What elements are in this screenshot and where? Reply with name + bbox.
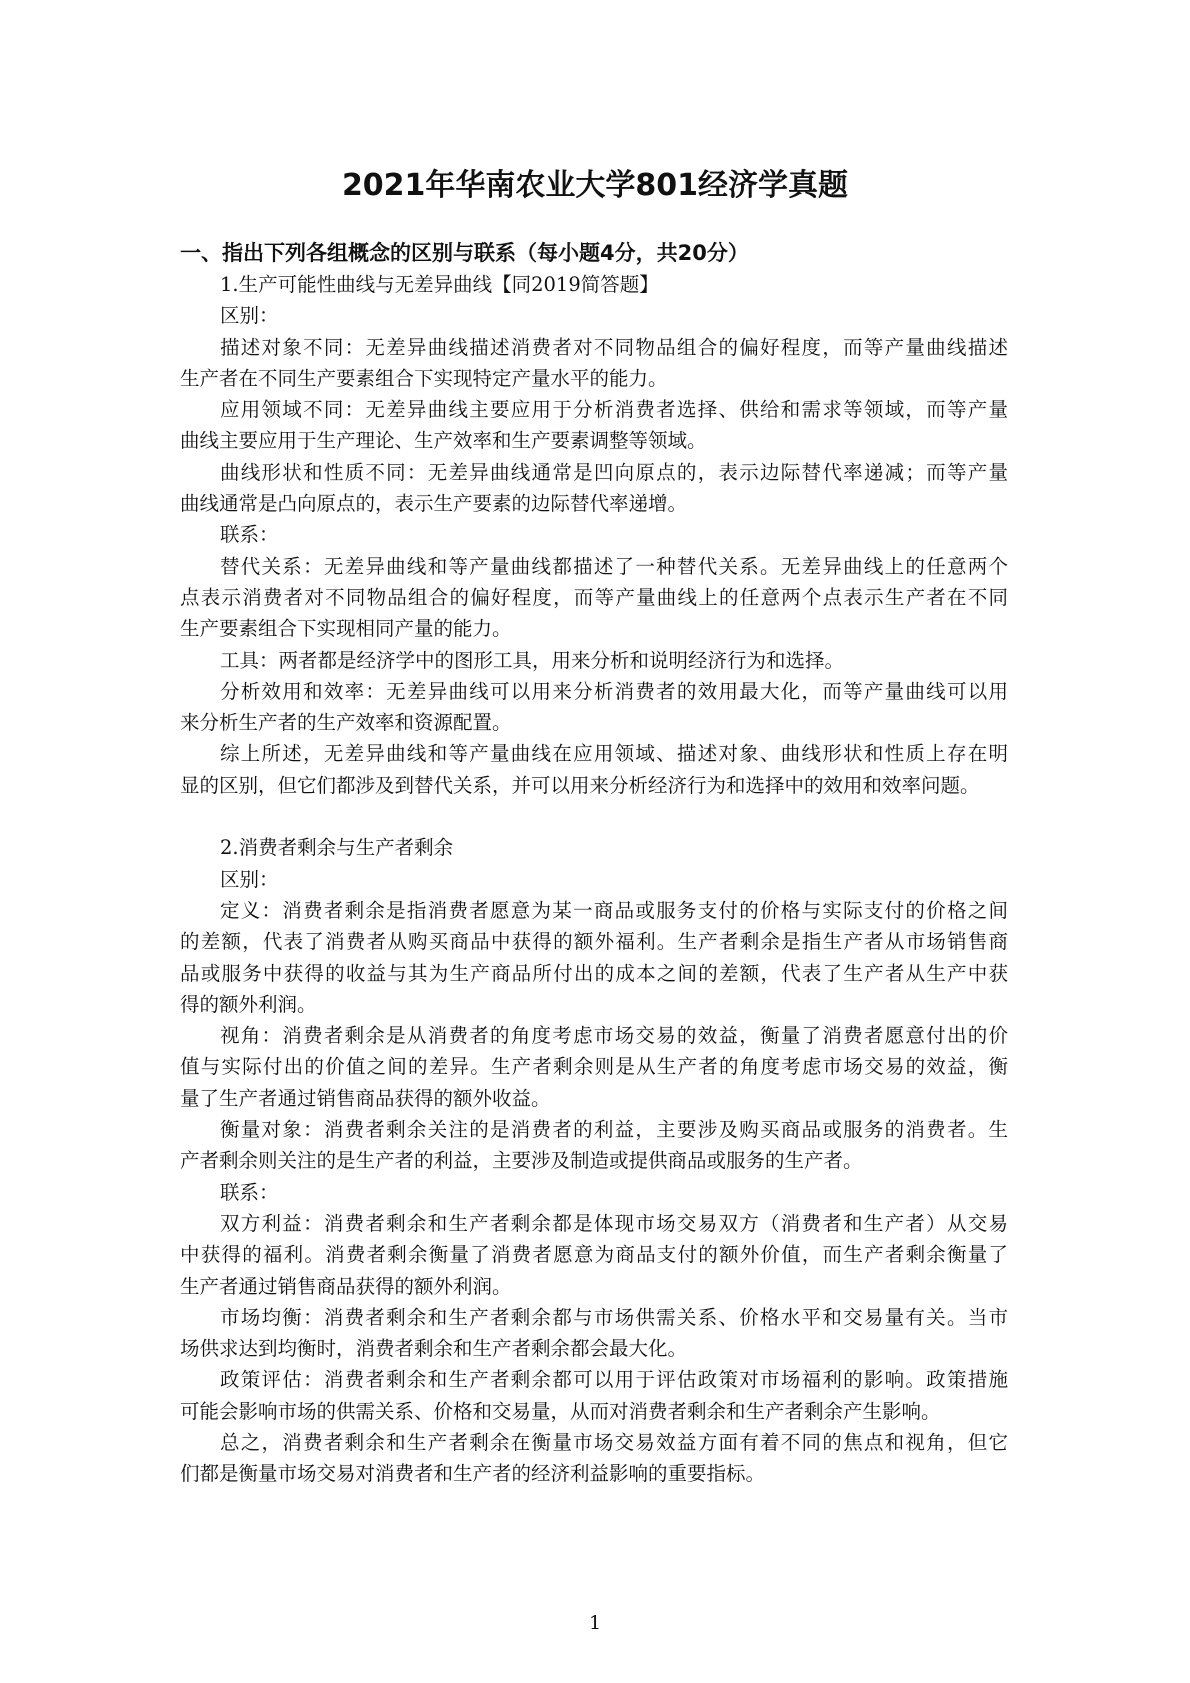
page-number: 1 xyxy=(588,1612,602,1634)
question-2 xyxy=(180,832,1008,1489)
paragraph-line: 点表示消费者对不同物品组合的偏好程度，而等产量曲线上的任意两个点表示生产者在不同 xyxy=(180,585,1008,609)
difference-label: 区别： xyxy=(220,304,279,328)
question-1 xyxy=(180,269,1008,801)
paragraph-line: 显的区别，但它们都涉及到替代关系，并可以用来分析经济行为和选择中的效用和效率问题。 xyxy=(180,773,980,797)
paragraph-line: 生产者通过销售商品获得的额外利润。 xyxy=(180,1274,512,1298)
page-title: 2021年华南农业大学801经济学真题 xyxy=(341,168,849,203)
paragraph-line: 曲线主要应用于生产理论、生产效率和生产要素调整等领域。 xyxy=(180,429,707,453)
paragraph-line: 品或服务中获得的收益与其为生产商品所付出的成本之间的差额，代表了生产者从生产中获 xyxy=(180,961,1008,985)
paragraph-line: 来分析生产者的生产效率和资源配置。 xyxy=(180,711,512,735)
paragraph-line: 综上所述，无差异曲线和等产量曲线在应用领域、描述对象、曲线形状和性质上存在明 xyxy=(220,742,1008,766)
question-title: 2.消费者剩余与生产者剩余 xyxy=(220,836,454,860)
blank-line xyxy=(180,801,1008,832)
paragraph-line: 替代关系：无差异曲线和等产量曲线都描述了一种替代关系。无差异曲线上的任意两个 xyxy=(220,554,1008,578)
connection-label: 联系： xyxy=(220,1180,279,1204)
paragraph-line: 政策评估：消费者剩余和生产者剩余都可以用于评估政策对市场福利的影响。政策措施 xyxy=(220,1368,1008,1392)
section-heading: 一、指出下列各组概念的区别与联系（每小题4分，共20分） xyxy=(180,241,749,265)
paragraph-line: 的差额，代表了消费者从购买商品中获得的额外福利。生产者剩余是指生产者从市场销售商 xyxy=(180,930,1008,954)
paragraph-line: 生产者在不同生产要素组合下实现特定产量水平的能力。 xyxy=(180,366,668,390)
paragraph-line: 曲线通常是凸向原点的，表示生产要素的边际替代率递增。 xyxy=(180,492,688,516)
paragraph-line: 产者剩余则关注的是生产者的利益，主要涉及制造或提供商品或服务的生产者。 xyxy=(180,1149,863,1173)
paragraph-line: 衡量对象：消费者剩余关注的是消费者的利益，主要涉及购买商品或服务的消费者。生 xyxy=(220,1118,1008,1142)
paragraph-line: 们都是衡量市场交易对消费者和生产者的经济利益影响的重要指标。 xyxy=(180,1462,766,1486)
paragraph-line: 中获得的福利。消费者剩余衡量了消费者愿意为商品支付的额外价值，而生产者剩余衡量了 xyxy=(180,1243,1008,1267)
paragraph-line: 得的额外利润。 xyxy=(180,992,317,1016)
paragraph-line: 生产要素组合下实现相同产量的能力。 xyxy=(180,617,512,641)
question-title: 1.生产可能性曲线与无差异曲线【同2019简答题】 xyxy=(220,273,659,296)
paragraph-line: 曲线形状和性质不同：无差异曲线通常是凹向原点的，表示边际替代率递减；而等产量 xyxy=(220,460,1008,484)
paragraph-line: 分析效用和效率：无差异曲线可以用来分析消费者的效用最大化，而等产量曲线可以用 xyxy=(220,679,1008,703)
paragraph-line: 工具：两者都是经济学中的图形工具，用来分析和说明经济行为和选择。 xyxy=(220,648,845,672)
paragraph-line: 可能会影响市场的供需关系、价格和交易量，从而对消费者剩余和生产者剩余产生影响。 xyxy=(180,1399,941,1423)
paragraph-line: 定义：消费者剩余是指消费者愿意为某一商品或服务支付的价格与实际支付的价格之间 xyxy=(220,898,1008,922)
paragraph-line: 量了生产者通过销售商品获得的额外收益。 xyxy=(180,1086,551,1110)
document-body xyxy=(180,237,1008,1490)
connection-label: 联系： xyxy=(220,523,279,547)
difference-label: 区别： xyxy=(220,867,279,891)
paragraph-line: 双方利益：消费者剩余和生产者剩余都是体现市场交易双方（消费者和生产者）从交易 xyxy=(220,1211,1008,1235)
paragraph-line: 市场均衡：消费者剩余和生产者剩余都与市场供需关系、价格水平和交易量有关。当市 xyxy=(220,1305,1008,1329)
paragraph-line: 视角：消费者剩余是从消费者的角度考虑市场交易的效益，衡量了消费者愿意付出的价 xyxy=(220,1024,1008,1048)
paragraph-line: 总之，消费者剩余和生产者剩余在衡量市场交易效益方面有着不同的焦点和视角，但它 xyxy=(220,1430,1008,1454)
paragraph-line: 值与实际付出的价值之间的差异。生产者剩余则是从生产者的角度考虑市场交易的效益，衡 xyxy=(180,1055,1008,1079)
paragraph-line: 应用领域不同：无差异曲线主要应用于分析消费者选择、供给和需求等领域，而等产量 xyxy=(220,398,1008,422)
paragraph-line: 描述对象不同：无差异曲线描述消费者对不同物品组合的偏好程度，而等产量曲线描述 xyxy=(220,335,1008,359)
paragraph-line: 场供求达到均衡时，消费者剩余和生产者剩余都会最大化。 xyxy=(180,1337,688,1361)
